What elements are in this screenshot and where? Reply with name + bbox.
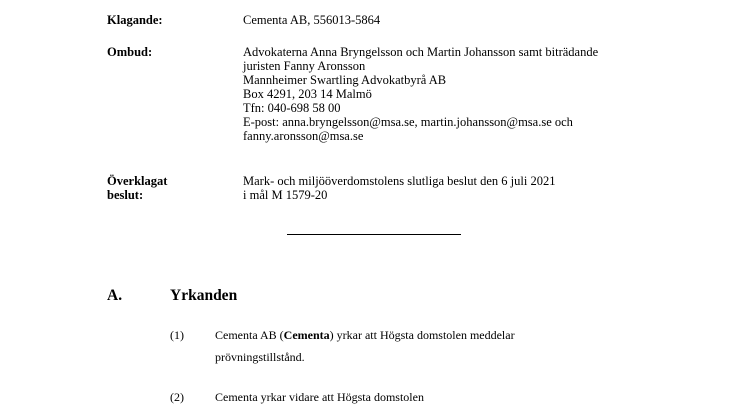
paragraph-number: (1) (170, 328, 184, 342)
overklagat-value (243, 174, 555, 202)
paragraph-text-post: ) yrkar att Högsta domstolen meddelar (329, 328, 515, 342)
ombud-line: Box 4291, 203 14 Malmö (243, 87, 372, 101)
section-letter: A. (107, 287, 123, 304)
paragraph-text (215, 386, 424, 408)
paragraph-line (215, 324, 515, 346)
overklagat-line: Mark- och miljööverdomstolens slutliga beslut den 6 juli 2021 (243, 174, 556, 188)
paragraph-text-pre: Cementa AB ( (215, 328, 284, 342)
ombud-value (243, 45, 598, 143)
ombud-line: Mannheimer Swartling Advokatbyrå AB (243, 73, 447, 87)
ombud-label: Ombud: (107, 45, 153, 59)
paragraph-number: (2) (170, 390, 184, 404)
paragraph-line: Cementa yrkar vidare att Högsta domstolen (215, 390, 424, 404)
ombud-line: Advokaterna Anna Bryngelsson och Martin Johansson samt biträdande (243, 45, 599, 59)
paragraph-line: prövningstillstånd. (215, 350, 305, 364)
overklagat-label (107, 174, 167, 202)
overklagat-label-line2: beslut: (107, 188, 144, 202)
klagande-label: Klagande: (107, 13, 163, 27)
paragraph-text-bold: Cementa (283, 328, 330, 342)
klagande-value: Cementa AB, 556013-5864 (243, 13, 381, 27)
paragraph-text (215, 324, 515, 368)
ombud-line: Tfn: 040-698 58 00 (243, 101, 341, 115)
ombud-line: juristen Fanny Aronsson (243, 59, 366, 73)
divider-rule (287, 234, 461, 235)
section-title: Yrkanden (170, 287, 238, 304)
overklagat-line: i mål M 1579-20 (243, 188, 328, 202)
ombud-line: E-post: anna.bryngelsson@msa.se, martin.johansson@msa.se och (243, 115, 573, 129)
overklagat-label-line1: Överklagat (107, 174, 168, 188)
ombud-line: fanny.aronsson@msa.se (243, 129, 364, 143)
